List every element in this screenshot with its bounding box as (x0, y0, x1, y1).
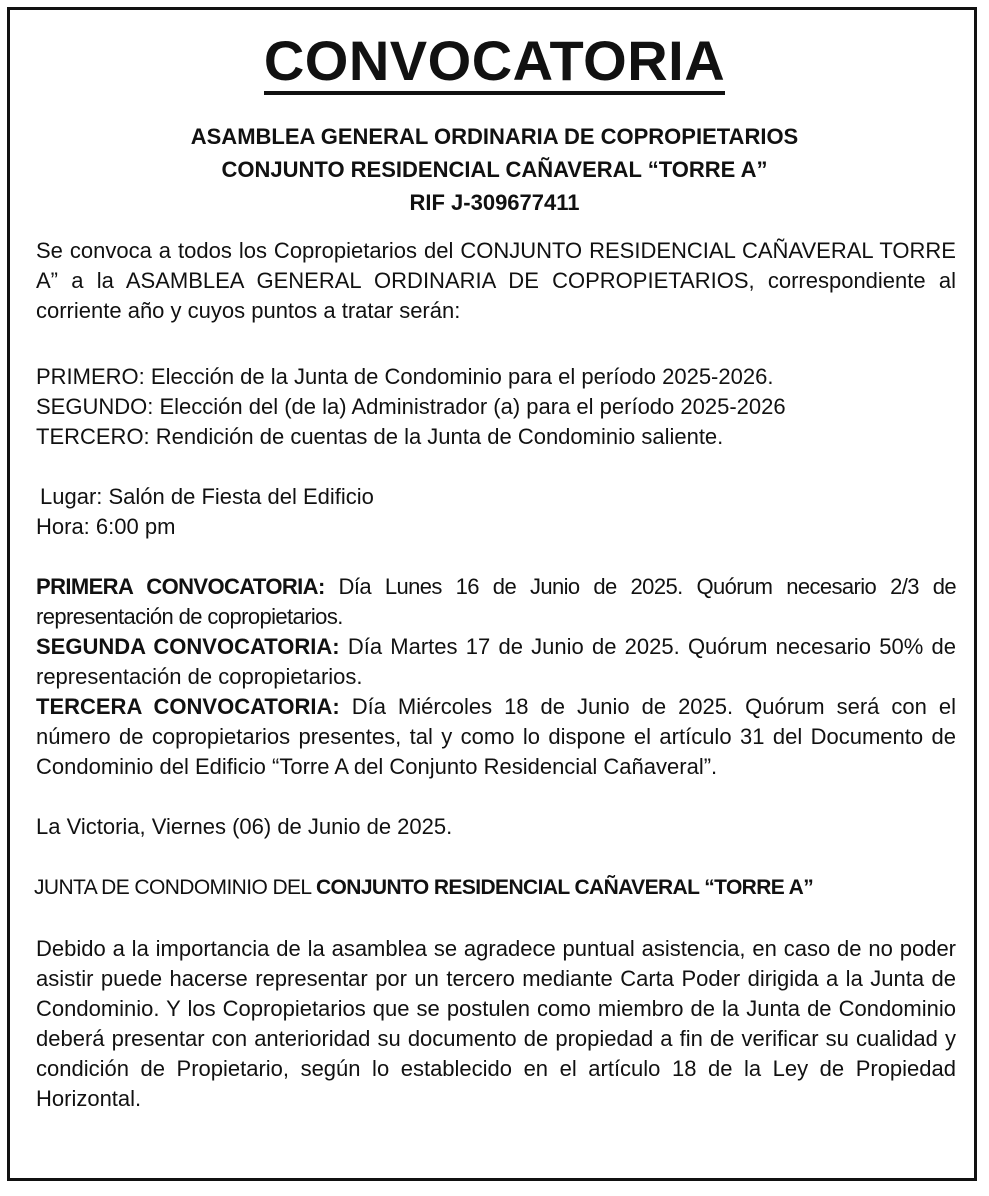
closing-paragraph: Debido a la importancia de la asamblea se agradece puntual asistencia, en caso de no poder asistir puede hacerse representar por un tercero mediante Carta Poder dirigida a la Junta de Condominio. Y los Copropietarios que se postulen como miembro de la Junta de Condominio deberá presentar con anterioridad su documento de propiedad a fin de verificar su cualidad y condición de Propietario, según lo establecido en el artículo 18 de la Ley de Propiedad Horizontal. (36, 936, 956, 1111)
meeting-place: Lugar: Salón de Fiesta del Edificio (40, 484, 374, 509)
agenda-item-first: PRIMERO: Elección de la Junta de Condominio para el período 2025-2026. (36, 364, 774, 389)
agenda-item-second: SEGUNDO: Elección del (de la) Administrador (a) para el período 2025-2026 (36, 394, 786, 419)
first-call (36, 572, 956, 632)
third-call-text: Día Miércoles 18 de Junio de 2025. Quórum será con el número de copropietarios presentes, tal y como lo dispone el artículo 31 del Documento de Condominio del Edificio “Torre A del Conjunto Residencial Cañaveral”. (36, 694, 956, 779)
signature-bold: CONJUNTO RESIDENCIAL CAÑAVERAL “TORRE A” (315, 876, 814, 899)
meeting-time: Hora: 6:00 pm (36, 514, 176, 539)
complex-name-heading: CONJUNTO RESIDENCIAL CAÑAVERAL “TORRE A” (221, 157, 768, 182)
signature-line (34, 873, 813, 903)
third-call (36, 692, 956, 782)
document-title: CONVOCATORIA (0, 28, 989, 95)
assembly-heading: ASAMBLEA GENERAL ORDINARIA DE COPROPIETARIOS (190, 124, 799, 149)
first-call-text: Día Lunes 16 de Junio de 2025. Quórum necesario 2/3 de representación de copropietarios. (36, 574, 956, 629)
date-line: La Victoria, Viernes (06) de Junio de 2025. (36, 814, 453, 839)
second-call (36, 632, 956, 692)
third-call-label: TERCERA CONVOCATORIA: (36, 694, 340, 719)
agenda-item-third: TERCERO: Rendición de cuentas de la Junta de Condominio saliente. (36, 424, 724, 449)
second-call-label: SEGUNDA CONVOCATORIA: (36, 634, 340, 659)
intro-paragraph: Se convoca a todos los Copropietarios del CONJUNTO RESIDENCIAL CAÑAVERAL TORRE A” a la ASAMBLEA GENERAL ORDINARIA DE COPROPIETARIOS, correspondiente al corriente año y cuyos puntos a tratar serán: (36, 238, 956, 323)
second-call-text: Día Martes 17 de Junio de 2025. Quórum necesario 50% de representación de copropietarios. (36, 634, 956, 689)
first-call-label: PRIMERA CONVOCATORIA: (36, 574, 325, 599)
rif-heading: RIF J-309677411 (409, 190, 580, 215)
signature-prefix: JUNTA DE CONDOMINIO DEL (34, 876, 316, 899)
